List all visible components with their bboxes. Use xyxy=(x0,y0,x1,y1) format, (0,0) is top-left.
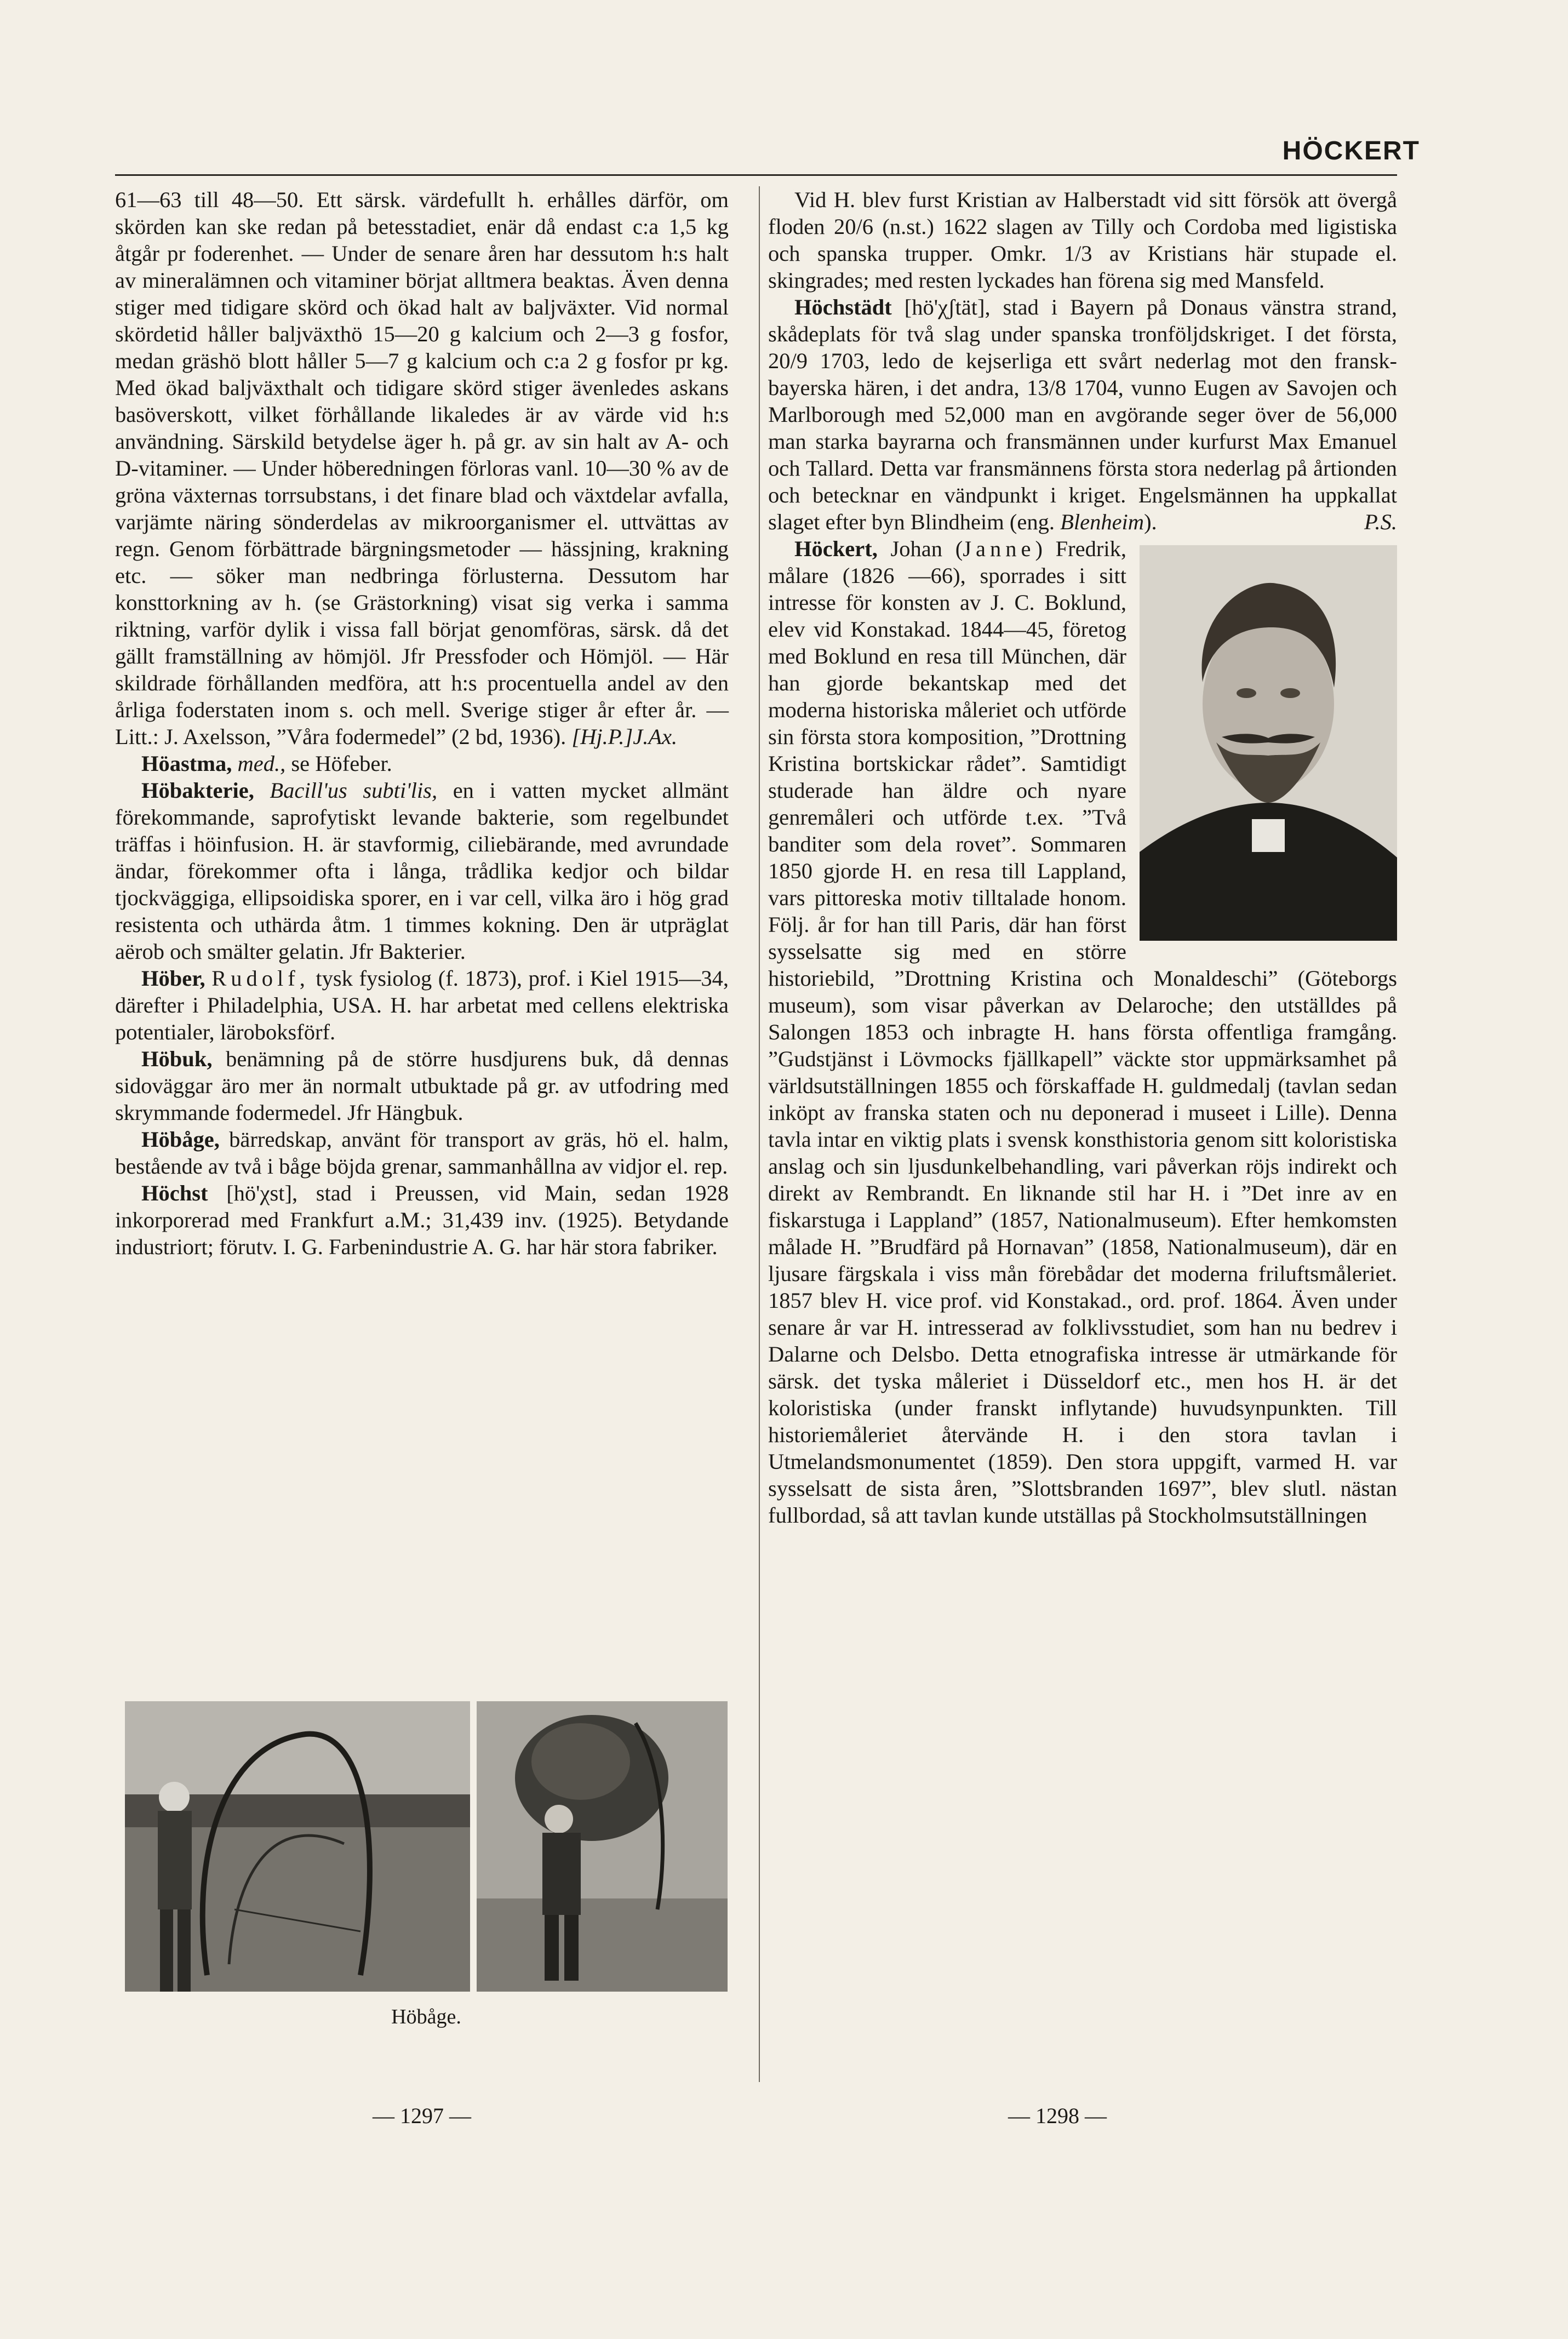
entry-hockert: Höckert, Johan (Janne) Fredrik, målare (1826 —66), sporrades i sitt intresse för konsten av J. C. Boklund, elev vid Konstakad. 1844—45, företog med Boklund en resa till München, där han gjorde bekantskap med det moderna historiska måleriet och utförde sin första stora komposition, ”Drottning Kristina bortskickar rådet”. Samtidigt studerade han äldre och nyare genremåleri och utförde t.ex. ”Två banditer som dela rovet”. Sommaren 1850 gjorde H. en resa till Lappland, vars pittoreska motiv tilltalade honom. Följ. år for han till Paris, där han först sysselsatte sig med en större historiebild, ”Drottning Kristina och Monaldeschi” (Göteborgs museum), som visar påverkan av Delaroche; den utställdes på Salongen 1853 och inbragte H. hans första offentliga framgång. ”Gudstjänst i Lövmocks fjällkapell” väckte stor uppmärksamhet på världsutställningen 1855 och förskaffade H. guldmedalj (tavlan sedan inköpt av franska staten och nu deponerad i museet i Lille). Denna tavla intar en viktig plats i svensk konsthistoria genom sitt koloristiska anslag och sin ljusdunkelbehandling, vari påverkan röjs indirekt och direkt av Rembrandt. En liknande stil har H. i ”Det inre av en fiskarstuga i Lappland” (1857, Nationalmuseum). Efter hemkomsten målade H. ”Brudfärd på Hornavan” (1858, Nationalmuseum), där en ljusare färgskala i viss mån förebådar det moderna friluftsmåleriet. 1857 blev H. vice prof. vid Konstakad., ord. prof. 1864. Även under senare år var H. intresserad av folklivsstudiet, som han nu bedrev i Dalarne och Delsbo. Detta etnografiska intresse är utmärkande för särsk. det tyska måleriet i Düsseldorf etc., men hos H. är det koloristiska (under franskt inflytande) huvudsynpunkten. Till historiemåleriet återvände H. i den stora tavlan i Utmelandsmonumentet (1859). Den stora uppgift, varmed H. var sysselsatt de sista åren, ”Slottsbranden 1697”, blev slutl. nästan fullbordad, så att tavlan kunde utställas på Stockholmsutställningen xyxy=(768,536,1397,1528)
photo-pair xyxy=(125,1701,728,1992)
entry-hochst: Höchst [hö'χst], stad i Preussen, vid Main, sedan 1928 inkorporerad med Frankfurt a.M.; 31,439 inv. (1925). Betydande industriort; förutv. I. G. Farbenindustrie A. G. har här stora fabriker. xyxy=(115,1181,729,1259)
photo-man-with-frame xyxy=(125,1701,470,1992)
entry-hober: Höber, Rudolf, tysk fysiolog (f. 1873), prof. i Kiel 1915—34, därefter i Philadelphia, USA. H. har arbetat med cellens elektriska potentialer, läroboksförf. xyxy=(115,966,729,1044)
entry-hobakterie: Höbakterie, Bacill'us subti'lis, en i vatten mycket allmänt förekommande, saprofytiskt levande bakterie, som regelbundet träffas i höinfusion. H. är stavformig, ciliebärande, med avrundade ändar, förekommer ofta i långa, trådlika kedjor och bildar tjockväggiga, ellipsoidiska sporer, en i var cell, vilka äro i hög grad resistenta och uthärda åtm. 1 timmes kokning. Den är utpräglat aërob och smälter gelatin. Jfr Bakterier. xyxy=(115,778,729,964)
paragraph-hochst-battle: Vid H. blev furst Kristian av Halberstadt vid sitt försök att övergå floden 20/6 (n.st.) 1622 slagen av Tilly och Cordoba med ligistiska och spanska trupper. Omkr. 1/3 av Kristians här stupade el. skingrades; med resten lyckades han förena sig med Mansfeld. xyxy=(768,187,1397,293)
entry-hoastma: Höastma, med., se Höfeber. xyxy=(141,751,392,776)
left-column xyxy=(115,186,729,1260)
author-signature: P.S. xyxy=(1364,510,1397,534)
page-number-right: — 1298 — xyxy=(1008,2103,1107,2128)
headword: Höchst xyxy=(141,1181,208,1205)
headword: Höbuk, xyxy=(141,1046,213,1071)
header-rule xyxy=(115,174,1397,176)
running-head: HÖCKERT xyxy=(1282,136,1420,165)
paragraph-hay-nutrition: 61—63 till 48—50. Ett särsk. värdefullt h. erhålles därför, om skörden kan ske redan på betesstadiet, enär då endast c:a 1,5 kg åtgår pr foderenhet. — Under de senare åren har dessutom h:s halt av mineralämnen och vitaminer börjat alltmera beaktas. Även denna stiger med tidigare skörd och ökad halt av baljväxter. Vid normal skördetid håller baljväxthö 15—20 g kalcium och 2—3 g fosfor, medan gräshö blott håller 5—7 g kalcium och c:a 2 g fosfor pr kg. Med ökad baljväxthalt och tidigare skörd stiger ävenledes askans basöverskott, vilket förhållande likaledes är av värde vid h:s användning. Särskild betydelse äger h. på gr. av sin halt av A- och D-vitaminer. — Under höberedningen förloras vanl. 10—30 % av de gröna växternas torrsubstans, i det finare blad och växtdelar avfalla, varjämte näring sönderdelas av mikroorganismer el. uttvättas av regn. Genom förbättrade bärgningsmetoder — hässjning, krakning etc. — söker man nedbringa förlusterna. Dessutom har konsttorkning av h. (se Grästorkning) visat sig verka i samma riktning, varför dylik i vissa fall börjat genomföras, särsk. då det gällt framställning av hömjöl. Jfr Pressfoder och Hömjöl. — Här skildrade förhållanden medföra, att h:s procentuella andel av den årliga foderstaten inom s. och mell. Sverige stiger år efter år. — Litt.: J. Axelsson, ”Våra fodermedel” (2 bd, 1936). [Hj.P.]J.Ax. xyxy=(115,187,729,749)
headword: Höckert, xyxy=(794,536,878,561)
column-rule xyxy=(759,186,760,2082)
entry-hobage: Höbåge, bärredskap, använt för transport av gräs, hö el. halm, bestående av två i båge böjda grenar, sammanhållna av vidjor el. rep. xyxy=(115,1127,729,1179)
headword: Höbåge, xyxy=(141,1127,220,1152)
portrait-hockert xyxy=(1140,545,1397,941)
headword: Höastma, xyxy=(141,751,232,776)
author-signature: [Hj.P.]J.Ax. xyxy=(571,724,678,749)
headword: Höchstädt xyxy=(794,295,892,319)
right-column xyxy=(768,186,1397,1529)
page-number-left: — 1297 — xyxy=(373,2103,471,2128)
headword: Höber, xyxy=(141,966,205,991)
photo-man-carrying-hay xyxy=(477,1701,728,1992)
figure-caption: Höbåge. xyxy=(391,2005,461,2028)
entry-hobuk: Höbuk, benämning på de större husdjurens buk, då dennas sidoväggar äro mer än normalt utbuktade på gr. av utfodring med skrymmande fodermedel. Jfr Hängbuk. xyxy=(115,1046,729,1125)
figure-hobage xyxy=(125,1701,728,2029)
headword: Höbakterie, xyxy=(141,778,254,803)
entry-hochstadt: Höchstädt [hö'χʃtät], stad i Bayern på Donaus vänstra strand, skådeplats för två slag under spanska tronföljdskriget. I det första, 20/9 1703, ledo de kejserliga ett svårt nederlag mot den fransk-bayerska hären, i det andra, 13/8 1704, vunno Eugen av Savojen och Marlborough med 52,000 man en avgörande seger över de 56,000 man starka bayrarna och fransmännen under kurfurst Max Emanuel och Tallard. Detta var fransmännens första stora nederlag på årtionden och betecknar en vändpunkt i kriget. Engelsmännen ha uppkallat slaget efter byn Blindheim (eng. Blenheim). P.S. xyxy=(768,295,1398,534)
